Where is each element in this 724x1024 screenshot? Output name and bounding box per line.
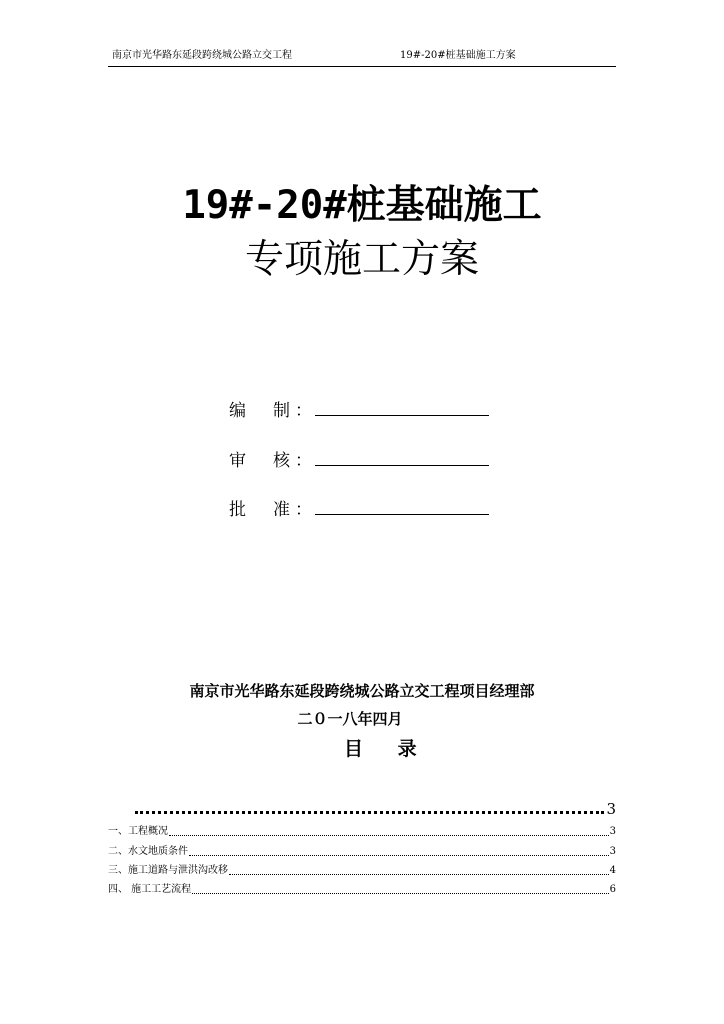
toc-item[interactable] [108, 843, 616, 859]
sign-row-prepared [229, 396, 499, 422]
toc-item[interactable] [108, 862, 616, 878]
toc-dot-leader [189, 855, 609, 856]
toc-main-entry[interactable] [135, 798, 616, 818]
sign-label-char-2: 核 [273, 451, 290, 471]
toc-item-label: 三、施工道路与泄洪沟改移 [108, 865, 228, 876]
sign-row-approved [229, 495, 499, 521]
signature-line [315, 415, 489, 416]
toc-item-label: 二、水文地质条件 [108, 846, 188, 857]
sign-label-char-1: 审 [229, 451, 246, 471]
toc-page-number: 3 [606, 800, 616, 818]
toc-page-number: 4 [609, 865, 616, 876]
toc-page-number: 3 [609, 826, 616, 837]
cover-title-line-1: 19#-20#桩基础施工 [182, 183, 542, 228]
toc-dot-leader [169, 835, 609, 836]
sign-colon: ： [295, 401, 312, 421]
toc-dot-leader [192, 893, 608, 894]
signature-line [315, 514, 489, 515]
toc-title: 目 录 [344, 738, 431, 760]
signature-line [315, 465, 489, 466]
toc-item-label: 一、工程概况 [108, 826, 168, 837]
sign-colon: ： [295, 500, 312, 520]
cover-title-line-2: 专项施工方案 [244, 237, 479, 282]
toc-dot-leader [229, 874, 609, 875]
toc-item-label: 四、 施工工艺流程 [108, 884, 192, 895]
sign-colon: ： [295, 451, 312, 471]
header-project-name: 南京市光华路东延段跨绕城公路立交工程 [112, 50, 292, 61]
sign-label-char-2: 准 [273, 500, 290, 520]
sign-label-char-2: 制 [273, 401, 290, 421]
header-document-name: 19#-20#桩基础施工方案 [400, 50, 516, 61]
toc-item[interactable] [108, 823, 616, 839]
toc-dot-leader [135, 811, 604, 814]
document-date: 二０一八年四月 [297, 710, 403, 728]
sign-label-char-1: 批 [229, 500, 246, 520]
toc-page-number: 6 [609, 884, 616, 895]
organization-name: 南京市光华路东延段跨绕城公路立交工程项目经理部 [189, 682, 535, 700]
sign-row-reviewed [229, 446, 499, 472]
sign-label-char-1: 编 [229, 401, 246, 421]
toc-item[interactable] [108, 881, 616, 897]
toc-page-number: 3 [609, 846, 616, 857]
page-header [108, 48, 616, 67]
